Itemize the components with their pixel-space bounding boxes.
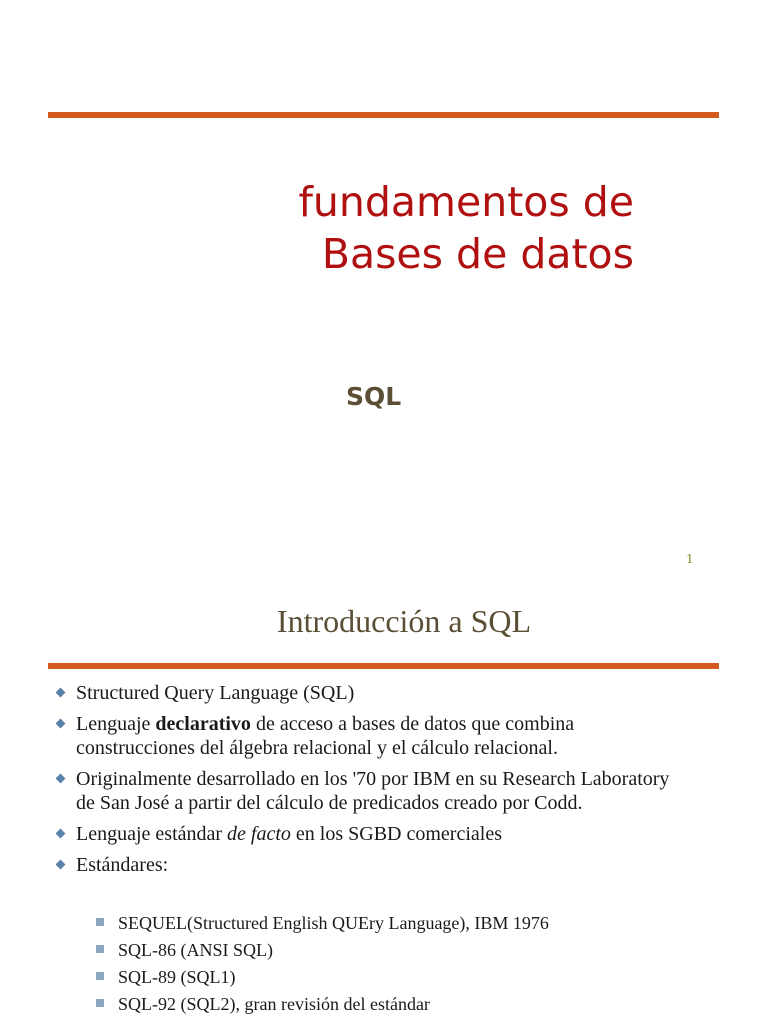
intro-slide bbox=[0, 583, 768, 1024]
diamond-bullet-icon bbox=[56, 719, 66, 729]
square-bullet-icon bbox=[96, 972, 104, 980]
sub-bullet-text: SEQUEL(Structured English QUEry Language), IBM 1976 bbox=[118, 913, 549, 933]
diamond-bullet-icon bbox=[56, 829, 66, 839]
slide-subtitle: SQL bbox=[346, 382, 402, 411]
sub-bullet-text: SQL-86 (ANSI SQL) bbox=[118, 940, 273, 960]
sub-bullet-text: SQL-89 (SQL1) bbox=[118, 967, 236, 987]
bullet-text-before: Lenguaje bbox=[76, 713, 156, 735]
sub-list-item bbox=[96, 994, 549, 1015]
diamond-bullet-icon bbox=[56, 688, 66, 698]
bullet-text-before: Lenguaje estándar bbox=[76, 823, 228, 845]
sub-list-item bbox=[96, 913, 549, 934]
slide-title: Introducción a SQL bbox=[276, 603, 532, 639]
bullet-text-after: en los SGBD comerciales bbox=[290, 823, 502, 845]
list-item bbox=[52, 681, 692, 705]
bullet-list bbox=[52, 681, 692, 884]
diamond-bullet-icon bbox=[56, 774, 66, 784]
title-line-2: Bases de datos bbox=[321, 230, 634, 278]
square-bullet-icon bbox=[96, 945, 104, 953]
bullet-text: Originalmente desarrollado en los '70 por IBM en su Research Laboratory de San José a partir del cálculo de predicados creado por Codd. bbox=[76, 768, 670, 814]
bullet-text-after: de acceso a bases de datos que combina construcciones del álgebra relacional y el cálculo relacional. bbox=[76, 713, 575, 759]
bullet-text: Estándares: bbox=[76, 854, 169, 876]
bullet-text-italic: de facto bbox=[227, 823, 291, 845]
page-number: 1 bbox=[686, 552, 694, 566]
list-item bbox=[52, 853, 692, 877]
sub-bullet-list bbox=[96, 913, 549, 1021]
diamond-bullet-icon bbox=[56, 860, 66, 870]
accent-rule bbox=[48, 663, 719, 669]
list-item bbox=[52, 822, 692, 846]
list-item bbox=[52, 712, 692, 760]
title-line-1: fundamentos de bbox=[298, 178, 634, 226]
slide-title bbox=[298, 176, 634, 280]
list-item bbox=[52, 767, 692, 815]
bullet-text-bold: declarativo bbox=[155, 713, 251, 735]
sub-list-item bbox=[96, 967, 549, 988]
bullet-text: Structured Query Language (SQL) bbox=[76, 682, 355, 704]
square-bullet-icon bbox=[96, 999, 104, 1007]
sub-bullet-text: SQL-92 (SQL2), gran revisión del estándar bbox=[118, 994, 430, 1014]
sub-list-item bbox=[96, 940, 549, 961]
square-bullet-icon bbox=[96, 918, 104, 926]
top-accent-rule bbox=[48, 112, 719, 118]
